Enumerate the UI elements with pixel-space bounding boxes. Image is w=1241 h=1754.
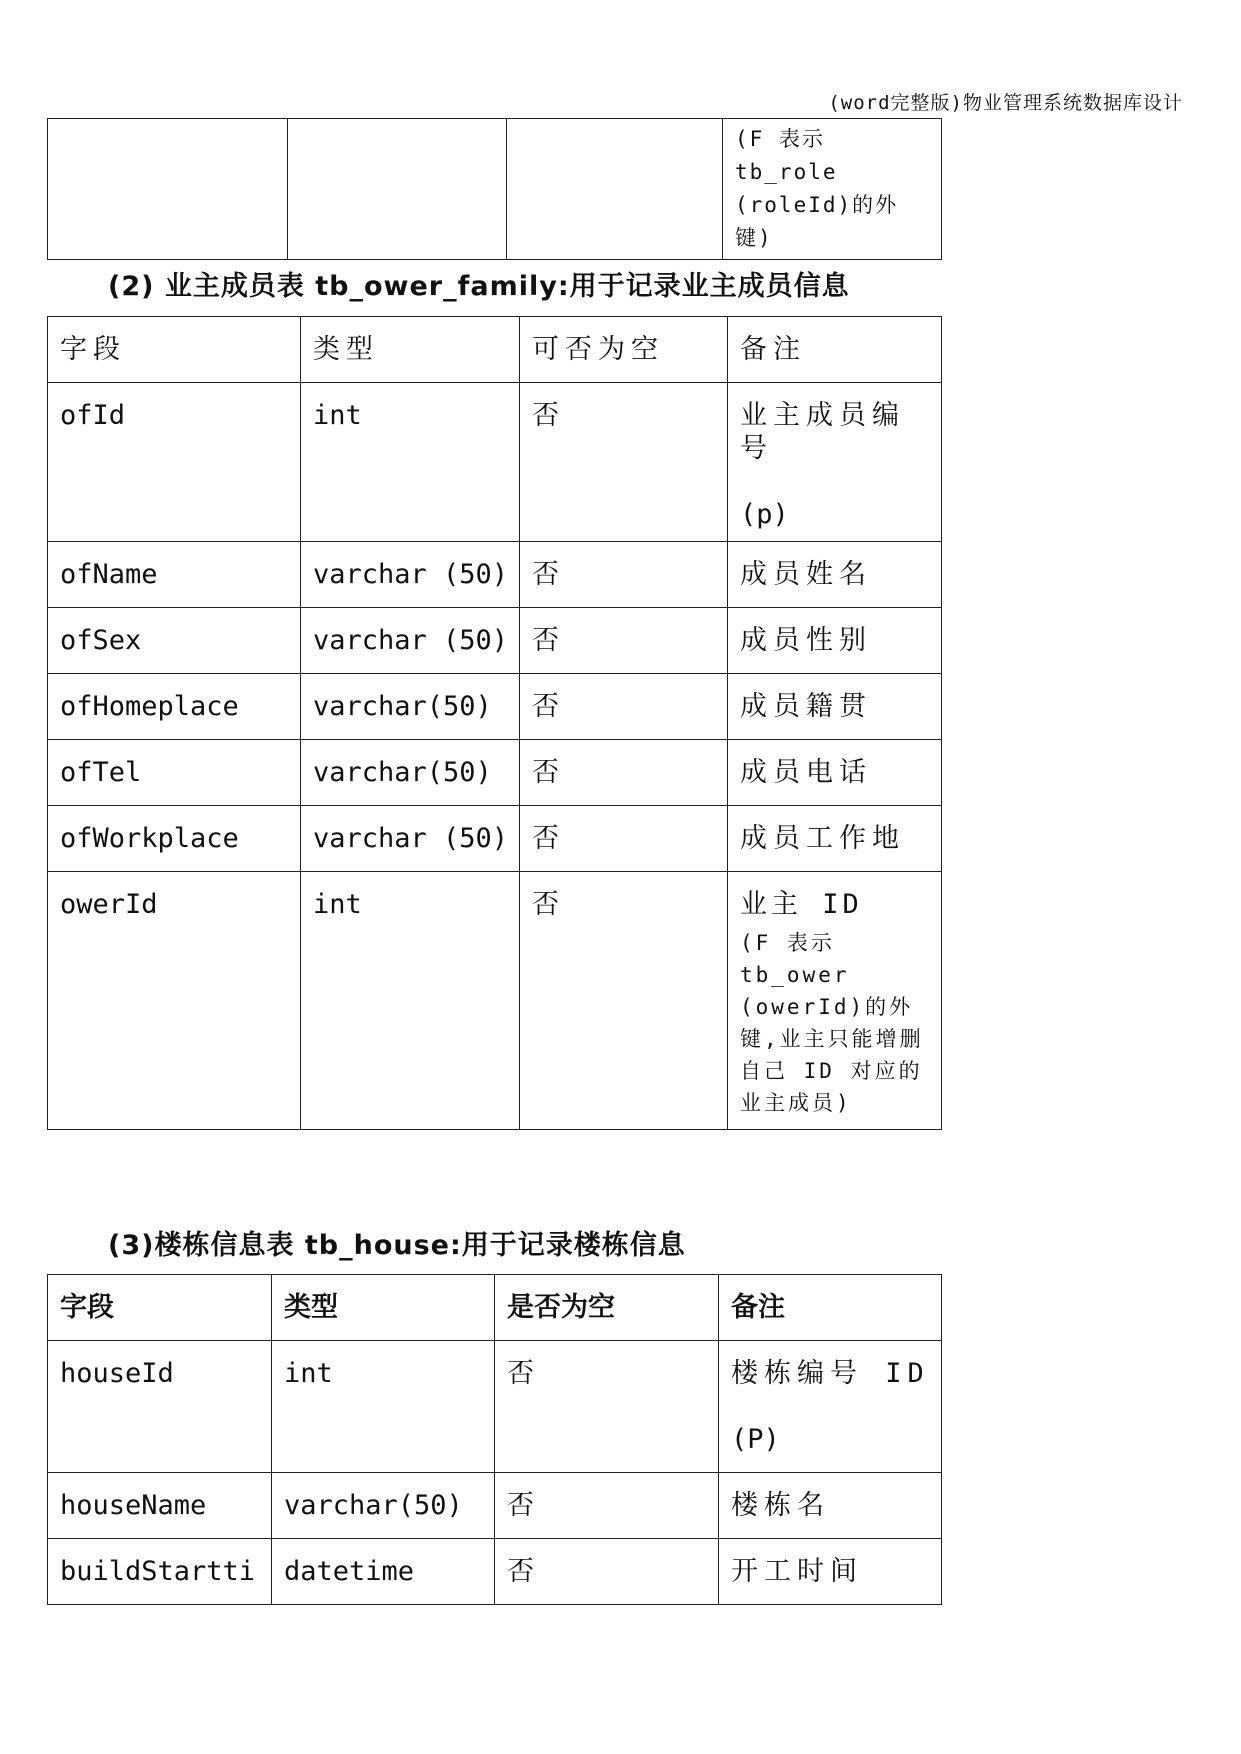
note-text: 楼栋编号 ID [731, 1358, 930, 1389]
type-cell: int [272, 1341, 495, 1473]
role-table-continuation [47, 118, 942, 260]
section-heading-house: (3)楼栋信息表 tb_house:用于记录楼栋信息 [108, 1230, 686, 1261]
table-row [48, 119, 942, 260]
type-cell: varchar(50) [301, 740, 520, 806]
table-row [48, 806, 942, 872]
table-row [48, 1473, 942, 1539]
nullable-cell: 否 [520, 383, 728, 542]
table-cell [507, 119, 723, 260]
note-sub-text: (P) [731, 1424, 780, 1455]
table-row [48, 383, 942, 542]
nullable-cell: 否 [495, 1539, 719, 1605]
nullable-cell: 否 [520, 740, 728, 806]
nullable-cell: 否 [520, 542, 728, 608]
nullable-cell: 否 [495, 1473, 719, 1539]
table-row [48, 872, 942, 1130]
section-heading-owner-family: (2) 业主成员表 tb_ower_family:用于记录业主成员信息 [108, 271, 850, 302]
note-cell: 成员姓名 [728, 542, 942, 608]
note-text: 业主成员编号 [740, 400, 905, 464]
type-cell: int [301, 383, 520, 542]
table-cell-note: (F 表示 tb_role (roleId)的外键) [723, 119, 942, 260]
note-sub-text: (F 表示 tb_ower (owerId)的外键,业主只能增删自己 ID 对应的业主成员) [740, 931, 924, 1115]
field-cell: ofTel [48, 740, 301, 806]
house-table [47, 1274, 942, 1605]
table-header-row [48, 1275, 942, 1341]
field-cell: buildStartti [48, 1539, 272, 1605]
table-row [48, 674, 942, 740]
column-header: 字段 [48, 317, 301, 383]
note-sub-text: (p) [740, 499, 789, 530]
running-header: (word完整版)物业管理系统数据库设计 [828, 92, 1183, 114]
type-cell: int [301, 872, 520, 1130]
table-row [48, 542, 942, 608]
note-cell: 成员电话 [728, 740, 942, 806]
nullable-cell: 否 [495, 1341, 719, 1473]
column-header: 类型 [301, 317, 520, 383]
column-header: 可否为空 [520, 317, 728, 383]
type-cell: varchar (50) [301, 608, 520, 674]
note-cell: 楼栋名 [719, 1473, 942, 1539]
type-cell: varchar(50) [272, 1473, 495, 1539]
column-header: 备注 [728, 317, 942, 383]
note-cell: 成员工作地 [728, 806, 942, 872]
field-cell: ofName [48, 542, 301, 608]
table-row [48, 1539, 942, 1605]
field-cell: ofId [48, 383, 301, 542]
type-cell: varchar(50) [301, 674, 520, 740]
nullable-cell: 否 [520, 872, 728, 1130]
type-cell: datetime [272, 1539, 495, 1605]
nullable-cell: 否 [520, 608, 728, 674]
table-row [48, 1341, 942, 1473]
field-cell: houseName [48, 1473, 272, 1539]
note-cell [728, 872, 942, 1130]
field-cell: houseId [48, 1341, 272, 1473]
table-header-row [48, 317, 942, 383]
note-cell [719, 1341, 942, 1473]
note-cell: 成员籍贯 [728, 674, 942, 740]
column-header: 是否为空 [495, 1275, 719, 1341]
column-header: 类型 [272, 1275, 495, 1341]
note-cell [728, 383, 942, 542]
table-cell [288, 119, 507, 260]
table-cell [48, 119, 288, 260]
type-cell: varchar (50) [301, 542, 520, 608]
field-cell: ofSex [48, 608, 301, 674]
nullable-cell: 否 [520, 674, 728, 740]
note-cell: 成员性别 [728, 608, 942, 674]
table-row [48, 740, 942, 806]
field-cell: owerId [48, 872, 301, 1130]
field-cell: ofWorkplace [48, 806, 301, 872]
column-header: 字段 [48, 1275, 272, 1341]
note-text: 业主 ID [740, 889, 863, 920]
type-cell: varchar (50) [301, 806, 520, 872]
nullable-cell: 否 [520, 806, 728, 872]
column-header: 备注 [719, 1275, 942, 1341]
note-cell: 开工时间 [719, 1539, 942, 1605]
owner-family-table [47, 316, 942, 1130]
field-cell: ofHomeplace [48, 674, 301, 740]
table-row [48, 608, 942, 674]
